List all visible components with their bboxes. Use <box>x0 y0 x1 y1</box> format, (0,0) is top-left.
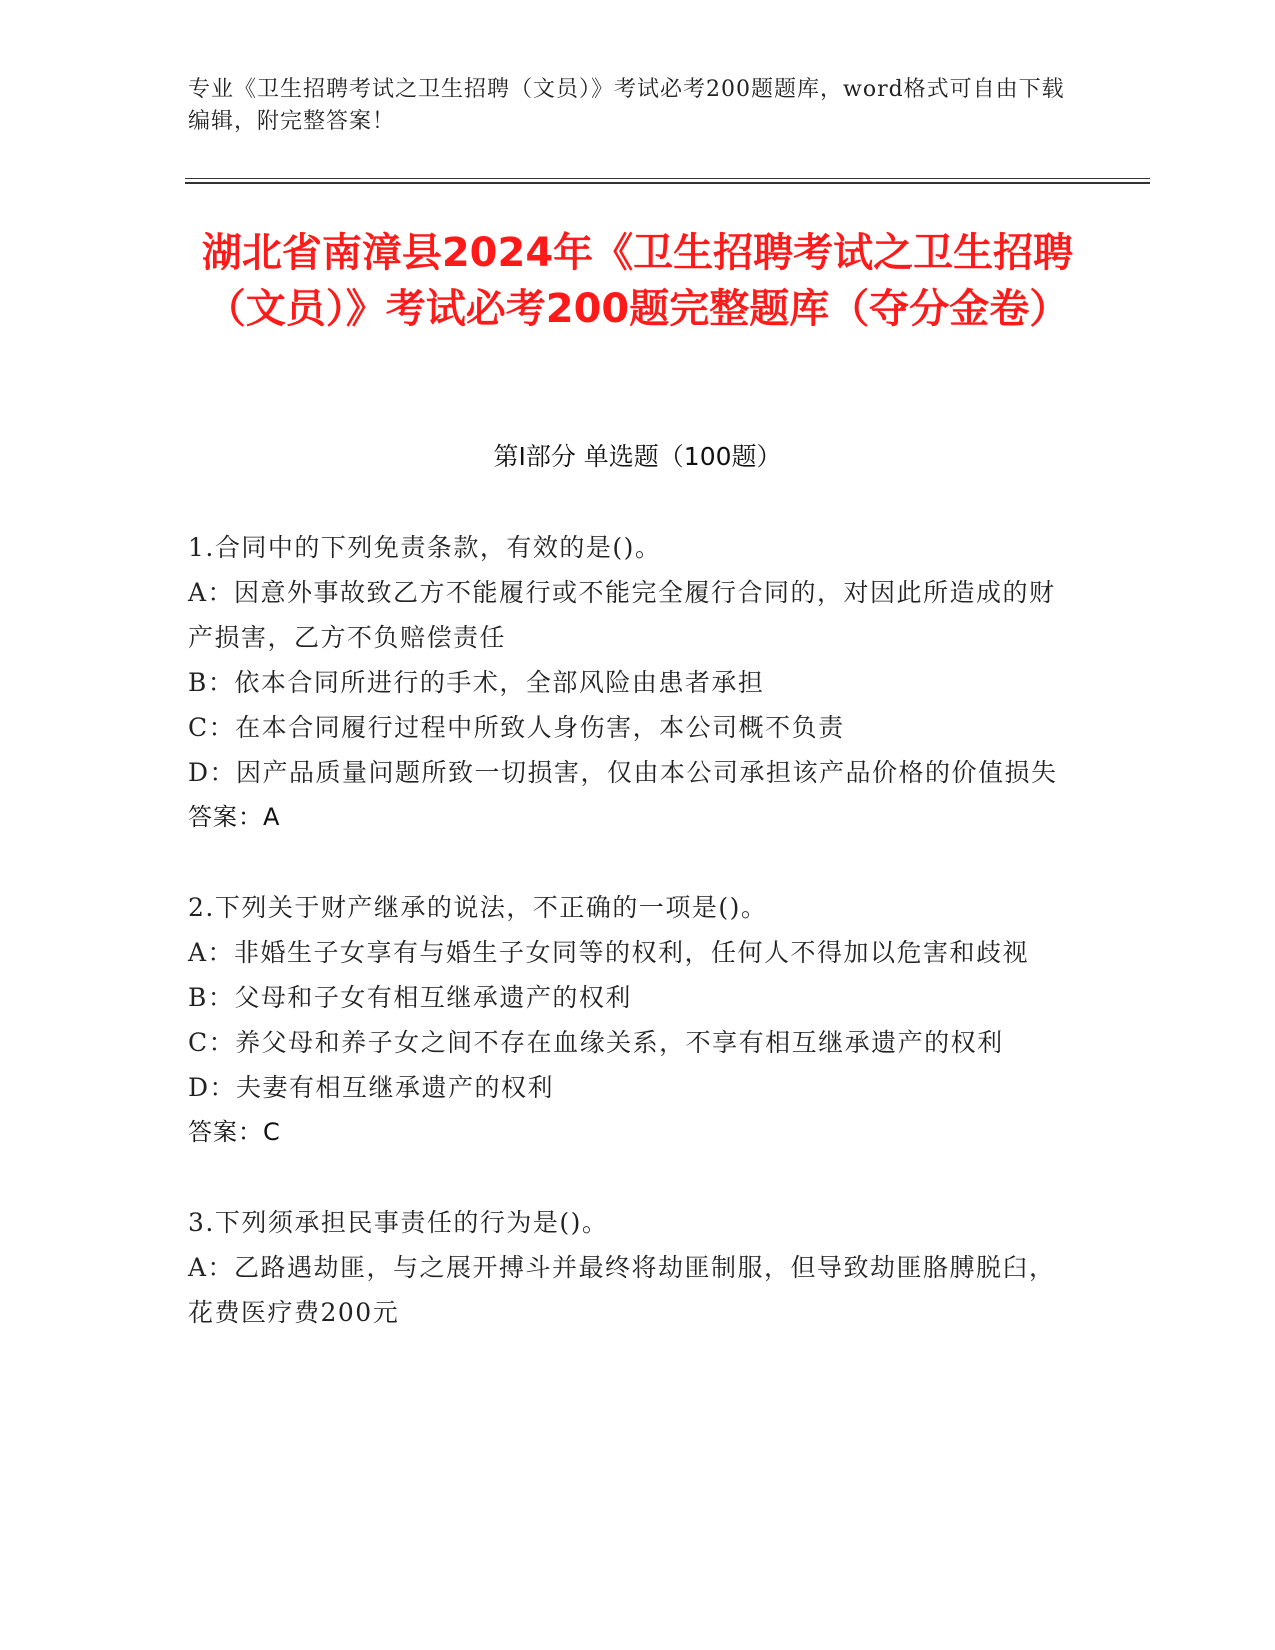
option-c: C：养父母和养子女之间不存在血缘关系，不享有相互继承遗产的权利 <box>188 1028 1004 1057</box>
question-stem: 2.下列关于财产继承的说法，不正确的一项是()。 <box>188 893 768 922</box>
question-stem: 3.下列须承担民事责任的行为是()。 <box>188 1208 609 1237</box>
option-c: C：在本合同履行过程中所致人身伤害，本公司概不负责 <box>188 713 845 742</box>
question-3 <box>188 1200 1068 1335</box>
option-d: D：因产品质量问题所致一切损害，仅由本公司承担该产品价格的价值损失 <box>188 758 1058 787</box>
question-2 <box>188 885 1068 1155</box>
section-title: 第Ⅰ部分 单选题（100题） <box>493 442 782 471</box>
header-rule-thick <box>185 182 1150 184</box>
question-stem: 1.合同中的下列免责条款，有效的是()。 <box>188 533 662 562</box>
question-1 <box>188 525 1068 840</box>
option-d: D：夫妻有相互继承遗产的权利 <box>188 1073 555 1102</box>
option-b: B：父母和子女有相互继承遗产的权利 <box>188 983 632 1012</box>
header-note: 专业《卫生招聘考试之卫生招聘（文员）》考试必考200题题库，word格式可自由下载编辑，附完整答案！ <box>188 77 1065 134</box>
option-b: B：依本合同所进行的手术，全部风险由患者承担 <box>188 668 765 697</box>
answer: 答案：A <box>188 803 281 831</box>
document-title: 湖北省南漳县2024年《卫生招聘考试之卫生招聘（文员）》考试必考200题完整题库（夺分金卷） <box>201 230 1074 332</box>
option-a: A：乙路遇劫匪，与之展开搏斗并最终将劫匪制服，但导致劫匪胳膊脱臼，花费医疗费200元 <box>188 1253 1056 1327</box>
option-a: A：非婚生子女享有与婚生子女同等的权利，任何人不得加以危害和歧视 <box>188 938 1030 967</box>
header-rule-thin <box>185 178 1150 179</box>
option-a: A：因意外事故致乙方不能履行或不能完全履行合同的，对因此所造成的财产损害，乙方不负赔偿责任 <box>188 578 1056 652</box>
answer: 答案：C <box>188 1118 281 1146</box>
question-list <box>188 525 1068 1380</box>
